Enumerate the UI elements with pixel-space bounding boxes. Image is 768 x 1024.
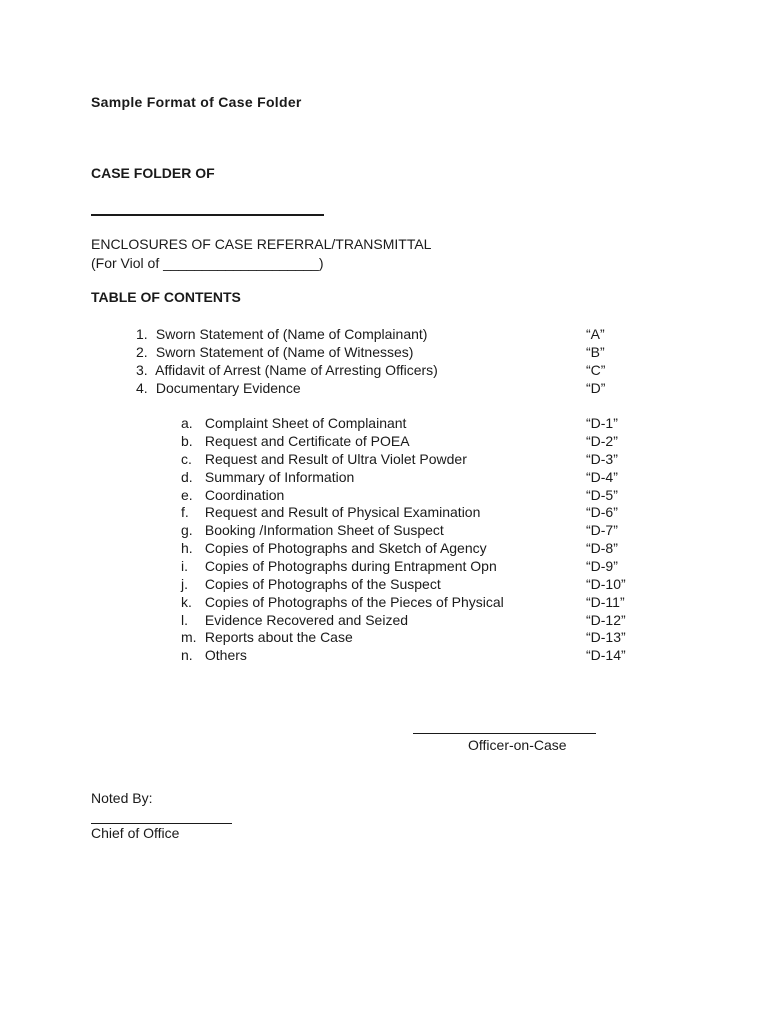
evidence-item-letter: d. [181, 469, 193, 485]
evidence-item [181, 468, 354, 486]
evidence-item-code: “D-14” [586, 647, 626, 663]
toc-heading: TABLE OF CONTENTS [91, 289, 241, 305]
toc-item [136, 325, 427, 343]
officer-signature-line [413, 733, 596, 734]
evidence-item-letter: k. [181, 594, 192, 610]
evidence-item-label: Copies of Photographs and Sketch of Agency [204, 540, 487, 556]
evidence-item-label: Reports about the Case [204, 629, 353, 645]
noted-by-label: Noted By: [91, 790, 153, 806]
evidence-item-code: “D-7” [586, 522, 618, 538]
document-title: Sample Format of Case Folder [91, 94, 302, 110]
evidence-item-letter: a. [181, 415, 193, 431]
evidence-item-letter: f. [181, 504, 189, 520]
evidence-item-label: Copies of Photographs during Entrapment Opn [204, 558, 497, 574]
evidence-item-code: “D-6” [586, 504, 618, 520]
evidence-item-code: “D-9” [586, 558, 618, 574]
for-violation-line: (For Viol of ____________________) [91, 255, 324, 271]
evidence-item-code: “D-3” [586, 451, 618, 467]
toc-item-code: “B” [586, 344, 605, 360]
evidence-item-label: Summary of Information [204, 469, 355, 485]
toc-item-code: “C” [586, 362, 606, 378]
evidence-item-code: “D-8” [586, 540, 618, 556]
evidence-item-label: Others [204, 647, 247, 663]
toc-item-label: Sworn Statement of (Name of Complainant) [155, 326, 428, 342]
toc-item-number: 1. [136, 326, 148, 342]
evidence-item [181, 521, 444, 539]
evidence-item-label: Coordination [204, 487, 285, 503]
toc-item-number: 3. [136, 362, 148, 378]
evidence-item-letter: e. [181, 487, 193, 503]
evidence-item-letter: m. [181, 629, 197, 645]
evidence-item-code: “D-10” [586, 576, 626, 592]
evidence-item [181, 575, 441, 593]
evidence-item [181, 450, 467, 468]
evidence-item-letter: h. [181, 540, 193, 556]
evidence-item-letter: c. [181, 451, 192, 467]
toc-item [136, 379, 301, 397]
evidence-item [181, 628, 353, 646]
chief-of-office-label: Chief of Office [91, 825, 180, 841]
case-folder-name-blank [91, 214, 324, 216]
toc-item-label: Sworn Statement of (Name of Witnesses) [155, 344, 414, 360]
evidence-item-label: Evidence Recovered and Seized [204, 612, 409, 628]
chief-signature-line [91, 823, 232, 824]
evidence-item-code: “D-4” [586, 469, 618, 485]
toc-item-code: “A” [586, 326, 605, 342]
officer-on-case-label: Officer-on-Case [468, 737, 567, 753]
evidence-item-label: Request and Certificate of POEA [204, 433, 410, 449]
evidence-item-code: “D-13” [586, 629, 626, 645]
evidence-item-code: “D-2” [586, 433, 618, 449]
toc-item [136, 343, 413, 361]
evidence-item-letter: j. [181, 576, 188, 592]
enclosures-heading: ENCLOSURES OF CASE REFERRAL/TRANSMITTAL [91, 236, 432, 252]
evidence-item [181, 503, 480, 521]
toc-item-number: 4. [136, 380, 148, 396]
evidence-item-label: Complaint Sheet of Complainant [204, 415, 407, 431]
evidence-item-label: Request and Result of Ultra Violet Powder [204, 451, 467, 467]
evidence-item [181, 557, 497, 575]
evidence-item-code: “D-5” [586, 487, 618, 503]
toc-item-label: Documentary Evidence [155, 380, 301, 396]
evidence-item-code: “D-1” [586, 415, 618, 431]
evidence-item-label: Copies of Photographs of the Suspect [204, 576, 441, 592]
evidence-item-code: “D-12” [586, 612, 626, 628]
evidence-item-letter: n. [181, 647, 193, 663]
evidence-item [181, 432, 410, 450]
evidence-item [181, 646, 247, 664]
evidence-item-letter: g. [181, 522, 193, 538]
toc-item [136, 361, 438, 379]
evidence-item [181, 414, 406, 432]
evidence-item [181, 593, 504, 611]
evidence-item [181, 486, 284, 504]
evidence-item [181, 611, 408, 629]
case-folder-heading: CASE FOLDER OF [91, 165, 215, 181]
evidence-item-label: Booking /Information Sheet of Suspect [204, 522, 444, 538]
evidence-item-label: Request and Result of Physical Examination [204, 504, 481, 520]
toc-item-label: Affidavit of Arrest (Name of Arresting Officers) [155, 362, 438, 378]
evidence-item-code: “D-11” [586, 594, 625, 610]
toc-item-code: “D” [586, 380, 606, 396]
toc-item-number: 2. [136, 344, 148, 360]
evidence-item-label: Copies of Photographs of the Pieces of Physical [204, 594, 504, 610]
evidence-item [181, 539, 487, 557]
evidence-item-letter: b. [181, 433, 193, 449]
evidence-item-letter: l. [181, 612, 188, 628]
evidence-item-letter: i. [181, 558, 188, 574]
